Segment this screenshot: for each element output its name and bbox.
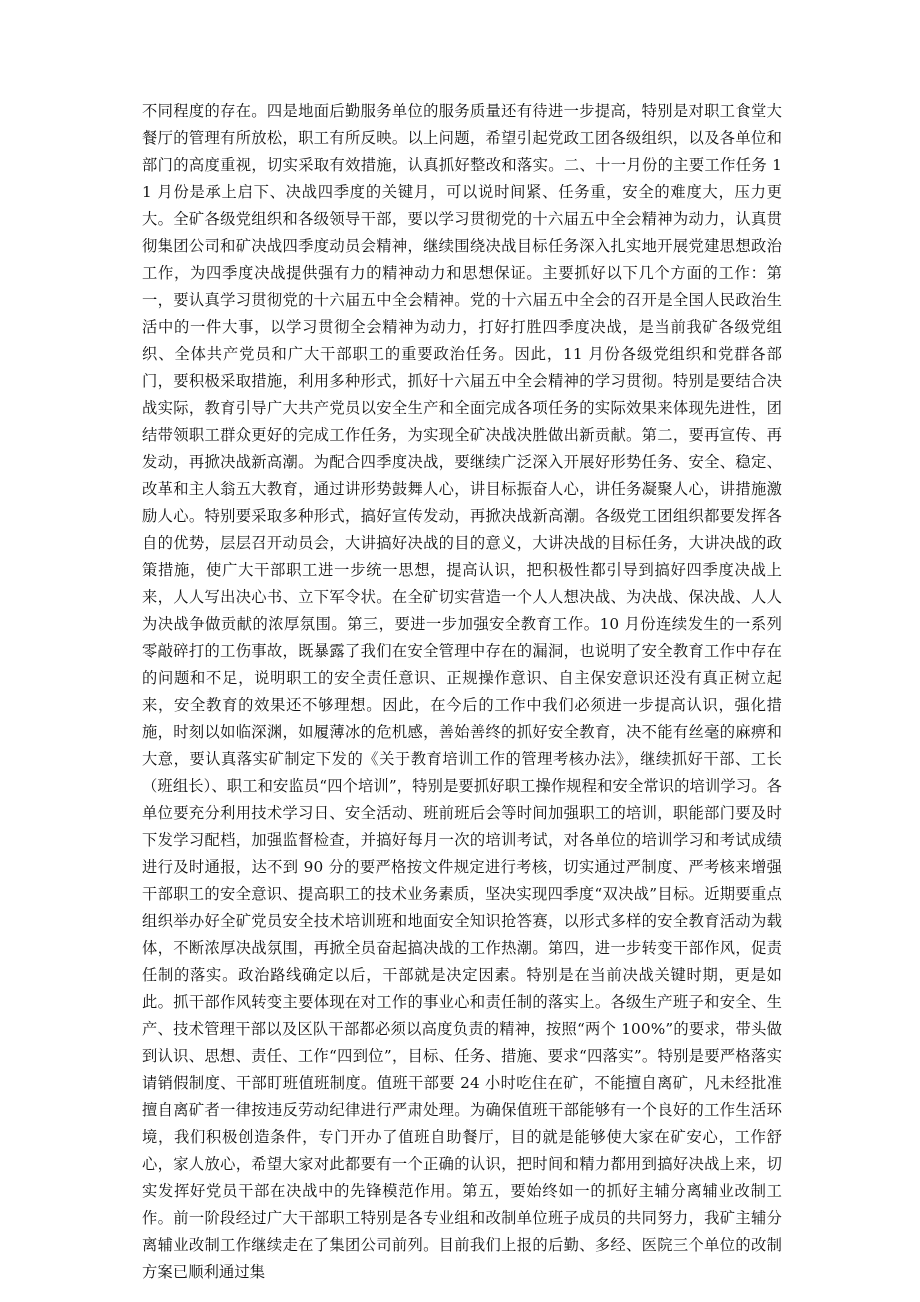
body-paragraph: 不同程度的存在。四是地面后勤服务单位的服务质量还有待进一步提高，特别是对职工食堂大餐厅的管理有所放松，职工有所反映。以上问题，希望引起党政工团各级组织，以及各单位和部门的高度重视，切实采取有效措施，认真抓好整改和落实。二、十一月份的主要工作任务 11 月份是承上启下、决战四季度的关键月，可以说时间紧、任务重，安全的难度大，压力更大。全矿各级党组织和各级领导干部，要以学习贯彻党的十六届五中全会精神为动力，认真贯彻集团公司和矿决战四季度动员会精神，继续围绕决战目标任务深入扎实地开展党建思想政治工作，为四季度决战提供强有力的精神动力和思想保证。主要抓好以下几个方面的工作：第一，要认真学习贯彻党的十六届五中全会精神。党的十六届五中全会的召开是全国人民政治生活中的一件大事，以学习贯彻全会精神为动力，打好打胜四季度决战，是当前我矿各级党组织、全体共产党员和广大干部职工的重要政治任务。因此，11 月份各级党组织和党群各部门，要积极采取措施，利用多种形式，抓好十六届五中全会精神的学习贯彻。特别是要结合决战实际，教育引导广大共产党员以安全生产和全面完成各项任务的实际效果来体现先进性，团结带领职工群众更好的完成工作任务，为实现全矿决战决胜做出新贡献。第二，要再宣传、再发动，再掀决战新高潮。为配合四季度决战，要继续广泛深入开展好形势任务、安全、稳定、改革和主人翁五大教育，通过讲形势鼓舞人心，讲目标振奋人心，讲任务凝聚人心，讲措施激励人心。特别要采取多种形式，搞好宣传发动，再掀决战新高潮。各级党工团组织都要发挥各自的优势，层层召开动员会，大讲搞好决战的目的意义，大讲决战的目标任务，大讲决战的政策措施，使广大干部职工进一步统一思想，提高认识，把积极性都引导到搞好四季度决战上来，人人写出决心书、立下军令状。在全矿切实营造一个人人想决战、为决战、保决战、人人为决战争做贡献的浓厚氛围。第三，要进一步加强安全教育工作。10 月份连续发生的一系列零敲碎打的工伤事故，既暴露了我们在安全管理中存在的漏洞，也说明了安全教育工作中存在的问题和不足，说明职工的安全责任意识、正规操作意识、自主保安意识还没有真正树立起来，安全教育的效果还不够理想。因此，在今后的工作中我们必须进一步提高认识，强化措施，时刻以如临深渊，如履薄冰的危机感，善始善终的抓好安全教育，决不能有丝毫的麻痹和大意，要认真落实矿制定下发的《关于教育培训工作的管理考核办法》，继续抓好干部、工长（班组长）、职工和安监员“四个培训”，特别是要抓好职工操作规程和安全常识的培训学习。各单位要充分利用技术学习日、安全活动、班前班后会等时间加强职工的培训，职能部门要及时下发学习配档，加强监督检查，并搞好每月一次的培训考试，对各单位的培训学习和考试成绩进行及时通报，达不到 90 分的要严格按文件规定进行考核，切实通过严制度、严考核来增强干部职工的安全意识、提高职工的技术业务素质，坚决实现四季度“双决战”目标。近期要重点组织举办好全矿党员安全技术培训班和地面安全知识抢答赛，以形式多样的安全教育活动为载体，不断浓厚决战氛围，再掀全员奋起搞决战的工作热潮。第四，进一步转变干部作风，促责任制的落实。政治路线确定以后，干部就是决定因素。特别是在当前决战关键时期，更是如此。抓干部作风转变主要体现在对工作的事业心和责任制的落实上。各级生产班子和安全、生产、技术管理干部以及区队干部都必须以高度负责的精神，按照“两个 100%”的要求，带头做到认识、思想、责任、工作“四到位”，目标、任务、措施、要求“四落实”。特别是要严格落实请销假制度、干部盯班值班制度。值班干部要 24 小时吃住在矿，不能擅自离矿，凡未经批准擅自离矿者一律按违反劳动纪律进行严肃处理。为确保值班干部能够有一个良好的工作生活环境，我们积极创造条件，专门开办了值班自助餐厅，目的就是能够使大家在矿安心，工作舒心，家人放心，希望大家对此都要有一个正确的认识，把时间和精力都用到搞好决战上来，切实发挥好党员干部在决战中的先锋模范作用。第五，要始终如一的抓好主辅分离辅业改制工作。前一阶段经过广大干部职工特别是各专业组和改制单位班子成员的共同努力，我矿主辅分离辅业改制工作继续走在了集团公司前列。目前我们上报的后勤、多经、医院三个单位的改制方案已顺利通过集	[142, 102, 782, 1281]
